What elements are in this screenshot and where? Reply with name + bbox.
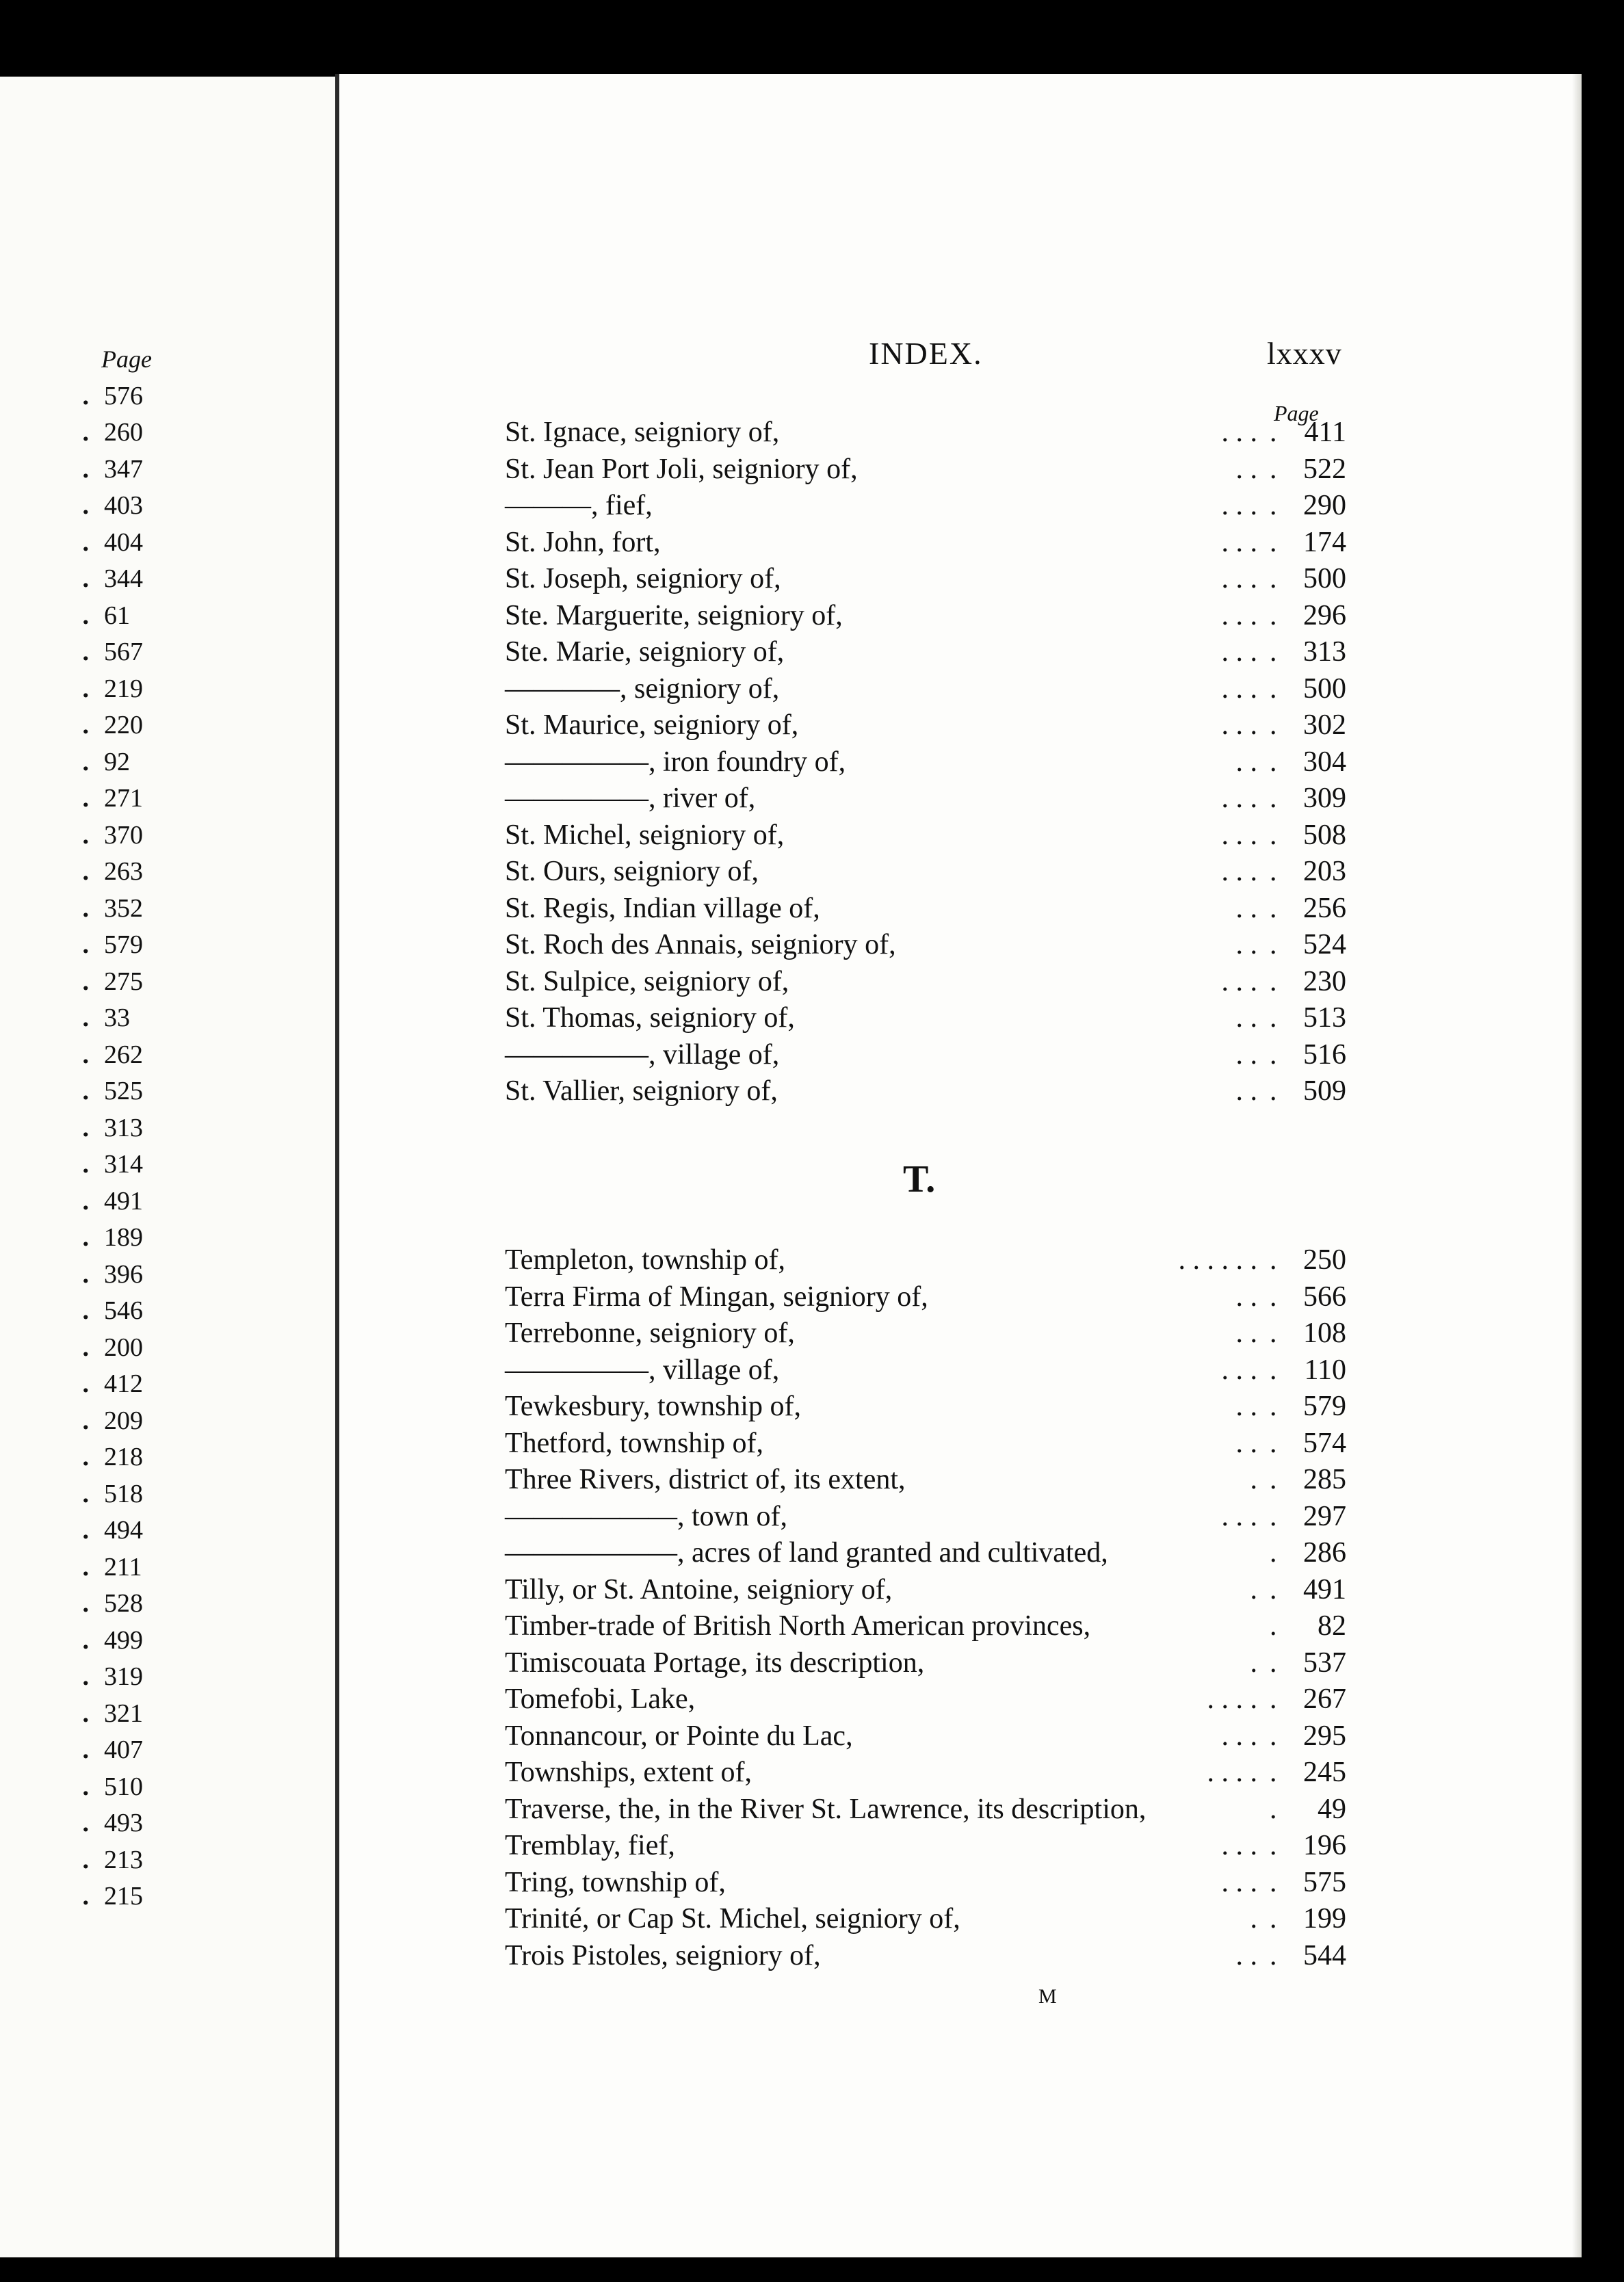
index-entry-leaders: . . . [1221,1354,1257,1386]
index-entry-leaders: . [1250,1647,1257,1679]
page-edge-shadow [1572,74,1582,2257]
index-entry-text: St. Joseph, seigniory of, [505,563,781,594]
left-page-number-row [41,707,315,744]
index-entry-text: St. Vallier, seigniory of, [505,1075,778,1107]
index-entry-text: St. Ours, seigniory of, [505,856,759,887]
left-page-number-row [41,1841,315,1878]
index-entry-page: . 230 [1264,964,1346,1001]
index-entry-text: Townships, extent of, [505,1757,752,1788]
index-entry-text: Tomefobi, Lake, [505,1683,696,1715]
left-page-number-row [41,1878,315,1915]
index-entry-page: . 290 [1264,488,1346,525]
left-page-number: 352 [104,893,143,923]
index-entry-text: St. Michel, seigniory of, [505,819,785,851]
index-entry-page: . 295 [1264,1718,1346,1755]
left-page-number: 313 [104,1113,143,1142]
index-entry-leaders: . . [1235,1317,1257,1349]
index-entry-page: . 110 [1264,1352,1346,1389]
index-entry-text: St. John, fort, [505,526,661,558]
left-page-number-row [41,451,315,488]
leader-dot: . [82,711,89,740]
index-entry-leaders: . . . [1221,1500,1257,1532]
left-page-number: 370 [104,820,143,850]
index-entry [505,1462,1346,1499]
index-entry [505,671,1346,708]
index-entry-leaders: . . [1235,1281,1257,1313]
index-entry-text: ———, fief, [505,490,653,521]
index-entry-text: Trinité, or Cap St. Michel, seigniory of, [505,1903,960,1935]
leader-dot: . [82,1662,89,1692]
index-entry-page: . 516 [1264,1037,1346,1074]
index-entry [505,1608,1346,1645]
index-entry-text: Traverse, the, in the River St. Lawrence, its description, [505,1793,1147,1825]
left-page-number-row [41,890,315,927]
left-page-number: 347 [104,454,143,484]
index-entry-leaders: . . . [1221,1720,1257,1752]
index-entry-page: . 513 [1264,1000,1346,1037]
index-entry-page: . 302 [1264,707,1346,744]
leader-dot: . [82,1552,89,1582]
index-entry-text: Terrebonne, seigniory of, [505,1317,795,1349]
left-page-number: 404 [104,527,143,557]
index-entry [505,1000,1346,1037]
index-entry-page: . 508 [1264,817,1346,854]
leader-dot: . [82,1735,89,1765]
index-entry-text: —————, village of, [505,1354,780,1386]
left-page-number-row [41,1329,315,1366]
left-page-number-row [41,1000,315,1037]
left-page-number: 275 [104,967,143,996]
index-entry-text: ——————, town of, [505,1500,787,1532]
left-page-number-row [41,1146,315,1183]
index-entry-page: . 509 [1264,1073,1346,1110]
left-page-number-row [41,927,315,964]
left-page-number: 260 [104,418,143,447]
index-entry-leaders: . . [1235,1939,1257,1971]
leader-dot: . [82,967,89,996]
index-entry-page: . 82 [1264,1608,1346,1645]
index-entry-page: . 49 [1264,1792,1346,1828]
index-entry [505,1242,1346,1279]
leader-dot: . [82,1406,89,1435]
index-entry-leaders: . . [1235,453,1257,485]
left-page-number-row [41,1366,315,1403]
section-letter-t: T. [903,1158,936,1201]
index-entry [505,854,1346,891]
index-entry-leaders: . . . [1221,417,1257,448]
left-page-number-row [41,854,315,891]
leader-dot: . [82,1296,89,1326]
index-entry-leaders: . . . [1221,856,1257,887]
left-page-number-row [41,561,315,598]
left-page-number-column [41,378,315,1915]
leader-dot: . [82,930,89,960]
left-page-number: 92 [104,747,130,776]
index-entry-leaders: . . . [1221,563,1257,594]
index-entry-page: . 286 [1264,1535,1346,1572]
index-entry-page: . 313 [1264,634,1346,671]
leader-dot: . [82,1625,89,1655]
left-page-number-row [41,597,315,634]
index-entry [505,1499,1346,1536]
leader-dot: . [82,564,89,594]
left-page-number: 263 [104,857,143,887]
index-entry-page: . 196 [1264,1828,1346,1865]
left-page-number-row [41,1695,315,1732]
index-entry-leaders: . . [1235,929,1257,960]
left-page-number-row [41,670,315,707]
left-page-number: 211 [104,1552,142,1582]
left-page-number: 218 [104,1443,143,1472]
index-entry-leaders: . . . . [1207,1683,1257,1715]
left-page-number-row [41,1183,315,1220]
index-entry [505,1535,1346,1572]
left-page-number-row [41,1293,315,1330]
left-page-number-row [41,1549,315,1586]
index-entry-text: —————, iron foundry of, [505,746,846,778]
index-entry-text: Tilly, or St. Antoine, seigniory of, [505,1573,893,1605]
leader-dot: . [82,1479,89,1508]
left-page-number-row [41,1220,315,1257]
running-head: INDEX. [869,336,983,371]
index-entry-leaders: . [1250,1903,1257,1935]
left-page-number: 319 [104,1662,143,1692]
left-page-number-row [41,963,315,1000]
left-facing-page [0,77,375,2257]
left-page-number: 200 [104,1333,143,1362]
index-entry-text: Templeton, township of, [505,1244,786,1276]
index-entry-text: St. Ignace, seigniory of, [505,417,780,448]
left-page-number: 321 [104,1699,143,1728]
index-entry [505,891,1346,928]
left-page-number: 33 [104,1004,130,1033]
left-page-number-row [41,378,315,415]
left-page-number-row [41,1512,315,1549]
index-entry [505,1073,1346,1110]
index-entry-text: Tring, township of, [505,1866,726,1898]
leader-dot: . [82,1040,89,1069]
index-entry-page: . 245 [1264,1755,1346,1792]
leader-dot: . [82,820,89,850]
index-entry-leaders: . . . [1221,1830,1257,1861]
index-entry-page: . 491 [1264,1572,1346,1609]
leader-dot: . [82,857,89,887]
index-entry-leaders: . . . [1221,783,1257,814]
index-entry-text: Tewkesbury, township of, [505,1391,801,1422]
leader-dot: . [82,601,89,630]
index-entry-text: Ste. Marie, seigniory of, [505,636,785,668]
page-column-header: Page [1274,401,1319,425]
index-entry-page: . 250 [1264,1242,1346,1279]
leader-dot: . [82,1259,89,1289]
index-entry-page: . 544 [1264,1938,1346,1975]
left-page-number-row [41,1110,315,1146]
index-entry-page: . 267 [1264,1681,1346,1718]
leader-dot: . [82,527,89,557]
leader-dot: . [82,747,89,776]
index-entry [505,1352,1346,1389]
left-page-number: 219 [104,674,143,703]
left-page-number-row [41,1732,315,1769]
left-page-column-header: Page [101,345,152,373]
left-page-number-row [41,781,315,817]
left-page-number-row [41,1586,315,1623]
index-entry-page: . 304 [1264,744,1346,781]
index-entry-leaders: . . . [1221,965,1257,997]
left-page-number: 215 [104,1882,143,1911]
index-entry-text: Trois Pistoles, seigniory of, [505,1939,821,1971]
leader-dot: . [82,1186,89,1216]
index-entry-text: Ste. Marguerite, seigniory of, [505,599,843,631]
leader-dot: . [82,638,89,667]
index-entry [505,561,1346,598]
index-entry [505,488,1346,525]
left-page-number-row [41,524,315,561]
index-entry [505,1865,1346,1902]
index-entry [505,1755,1346,1792]
index-entry-page: . 174 [1264,525,1346,562]
left-page-number: 546 [104,1296,143,1326]
signature-mark: M [1038,1985,1057,2008]
index-section-t [505,1242,1346,1974]
leader-dot: . [82,784,89,813]
leader-dot: . [82,1333,89,1362]
index-entry-page: . 256 [1264,891,1346,928]
index-entry-text: Thetford, township of, [505,1427,763,1459]
index-entry-leaders: . . [1235,1427,1257,1459]
index-entry-text: Timber-trade of British North American provinces, [505,1610,1091,1642]
leader-dot: . [82,674,89,703]
index-entry-text: ——————, acres of land granted and cultivated, [505,1537,1108,1569]
index-entry [505,598,1346,635]
left-page-number: 493 [104,1809,143,1838]
index-entry-page: . 537 [1264,1645,1346,1682]
left-page-number-row [41,817,315,854]
left-page-number: 262 [104,1040,143,1069]
index-entry-text: St. Regis, Indian village of, [505,892,820,924]
index-entry-text: Timiscouata Portage, its description, [505,1647,925,1679]
index-entry-text: Tremblay, fief, [505,1830,675,1861]
index-entry [505,1279,1346,1316]
left-page-number: 579 [104,930,143,960]
index-entry [505,1901,1346,1938]
left-page-number: 518 [104,1479,143,1508]
left-page-number-row [41,634,315,671]
index-entry-page: . 297 [1264,1499,1346,1536]
index-entry-page: . 309 [1264,781,1346,817]
index-entry [505,964,1346,1001]
index-entry [505,744,1346,781]
index-entry-leaders: . . . [1221,819,1257,851]
leader-dot: . [82,454,89,484]
leader-dot: . [82,1809,89,1838]
left-page-number-row [41,1659,315,1696]
left-page-number: 314 [104,1150,143,1179]
index-entry [505,1645,1346,1682]
index-entry-text: —————, village of, [505,1038,780,1071]
left-page-number: 499 [104,1625,143,1655]
index-entry-page: . 411 [1264,415,1346,451]
leader-dot: . [82,1845,89,1874]
index-entry-leaders: . . . [1221,490,1257,521]
index-entry-page: . 566 [1264,1279,1346,1316]
index-entry-leaders: . . [1235,1002,1257,1034]
leader-dot: . [82,1113,89,1142]
index-entry-page: . 500 [1264,671,1346,708]
left-page-number: 407 [104,1735,143,1765]
left-page-number-row [41,1402,315,1439]
index-entry [505,451,1346,488]
index-entry-leaders: . . [1235,1391,1257,1422]
left-page-number: 491 [104,1186,143,1216]
index-entry [505,1938,1346,1975]
leader-dot: . [82,1223,89,1253]
left-page-number-row [41,1073,315,1110]
index-entry [505,1389,1346,1426]
index-entry [505,1572,1346,1609]
index-entry-leaders: . . . [1221,709,1257,741]
left-page-number: 525 [104,1077,143,1106]
left-page-number-row [41,1476,315,1512]
left-page-number: 61 [104,601,130,630]
left-page-number: 403 [104,491,143,521]
index-entry [505,1315,1346,1352]
leader-dot: . [82,1150,89,1179]
left-page-number-row [41,1256,315,1293]
left-page-number: 510 [104,1772,143,1801]
index-entry-text: Terra Firma of Mingan, seigniory of, [505,1281,928,1313]
leader-dot: . [82,381,89,410]
index-entry-page: . 522 [1264,451,1346,488]
index-entry [505,1718,1346,1755]
left-page-number: 220 [104,711,143,740]
index-entry-leaders: . . . [1221,526,1257,558]
index-entry-text: St. Roch des Annais, seigniory of, [505,929,896,960]
index-entry [505,1828,1346,1865]
leader-dot: . [82,418,89,447]
index-entry-text: Tonnancour, or Pointe du Lac, [505,1720,853,1752]
index-entry-leaders: . . [1235,1038,1257,1071]
left-page-number-row [41,415,315,451]
left-page-number: 213 [104,1845,143,1874]
left-page-number: 209 [104,1406,143,1435]
leader-dot: . [82,1516,89,1545]
index-entry-leaders: . . . . [1207,1757,1257,1788]
index-entry-page: . 108 [1264,1315,1346,1352]
index-entry-text: St. Sulpice, seigniory of, [505,965,789,997]
left-page-number: 412 [104,1369,143,1399]
index-entry-leaders: . . . . . . [1178,1244,1257,1276]
index-entry-leaders: . [1250,1573,1257,1605]
index-entry [505,1037,1346,1074]
left-page-number: 576 [104,381,143,410]
index-entry-page: . 203 [1264,854,1346,891]
left-page-number: 271 [104,784,143,813]
index-entry-leaders: . . . [1221,1866,1257,1898]
leader-dot: . [82,1443,89,1472]
index-section-s [505,415,1346,1110]
index-entry-leaders: . . [1235,746,1257,778]
index-entry [505,927,1346,964]
left-page-number-row [41,488,315,525]
index-entry-leaders: . . . [1221,599,1257,631]
index-entry-page: . 574 [1264,1426,1346,1463]
index-entry-page: . 500 [1264,561,1346,598]
leader-dot: . [82,1699,89,1728]
index-entry-leaders: . . [1235,1075,1257,1107]
left-page-number: 344 [104,564,143,594]
leader-dot: . [82,491,89,521]
left-page-number-row [41,1036,315,1073]
index-entry [505,1792,1346,1828]
index-entry [505,415,1346,451]
index-entry-leaders: . . . [1221,636,1257,668]
leader-dot: . [82,1589,89,1618]
leader-dot: . [82,1772,89,1801]
index-entry-leaders: . . [1235,892,1257,924]
left-page-number-row [41,1805,315,1842]
leader-dot: . [82,1882,89,1911]
index-entry-page: . 575 [1264,1865,1346,1902]
left-page-number-row [41,1622,315,1659]
index-entry-text: St. Jean Port Joli, seigniory of, [505,453,858,485]
left-page-number: 567 [104,638,143,667]
folio-page-number: lxxxv [1267,336,1342,371]
index-entry-page: . 296 [1264,598,1346,635]
leader-dot: . [82,1004,89,1033]
left-page-number-row [41,1439,315,1476]
index-entry-text: St. Maurice, seigniory of, [505,709,799,741]
index-entry-page: . 285 [1264,1462,1346,1499]
index-entry-text: ————, seigniory of, [505,672,780,705]
leader-dot: . [82,1077,89,1106]
index-entry-page: . 524 [1264,927,1346,964]
left-page-number: 494 [104,1516,143,1545]
leader-dot: . [82,1369,89,1399]
index-entry-text: —————, river of, [505,783,756,814]
leader-dot: . [82,893,89,923]
index-entry [505,525,1346,562]
index-entry [505,1681,1346,1718]
left-page-number-row [41,744,315,781]
left-page-number-row [41,1768,315,1805]
left-page-number: 396 [104,1259,143,1289]
index-entry-leaders: . [1250,1464,1257,1495]
index-entry [505,1426,1346,1463]
index-entry-text: Three Rivers, district of, its extent, [505,1464,906,1495]
index-entry [505,817,1346,854]
index-entry-page: . 579 [1264,1389,1346,1426]
left-page-number: 528 [104,1589,143,1618]
left-page-number: 189 [104,1223,143,1253]
index-entry [505,634,1346,671]
index-entry-page: . 199 [1264,1901,1346,1938]
index-entry-leaders: . . . [1221,672,1257,705]
index-entry [505,781,1346,817]
index-entry [505,707,1346,744]
index-entry-text: St. Thomas, seigniory of, [505,1002,795,1034]
